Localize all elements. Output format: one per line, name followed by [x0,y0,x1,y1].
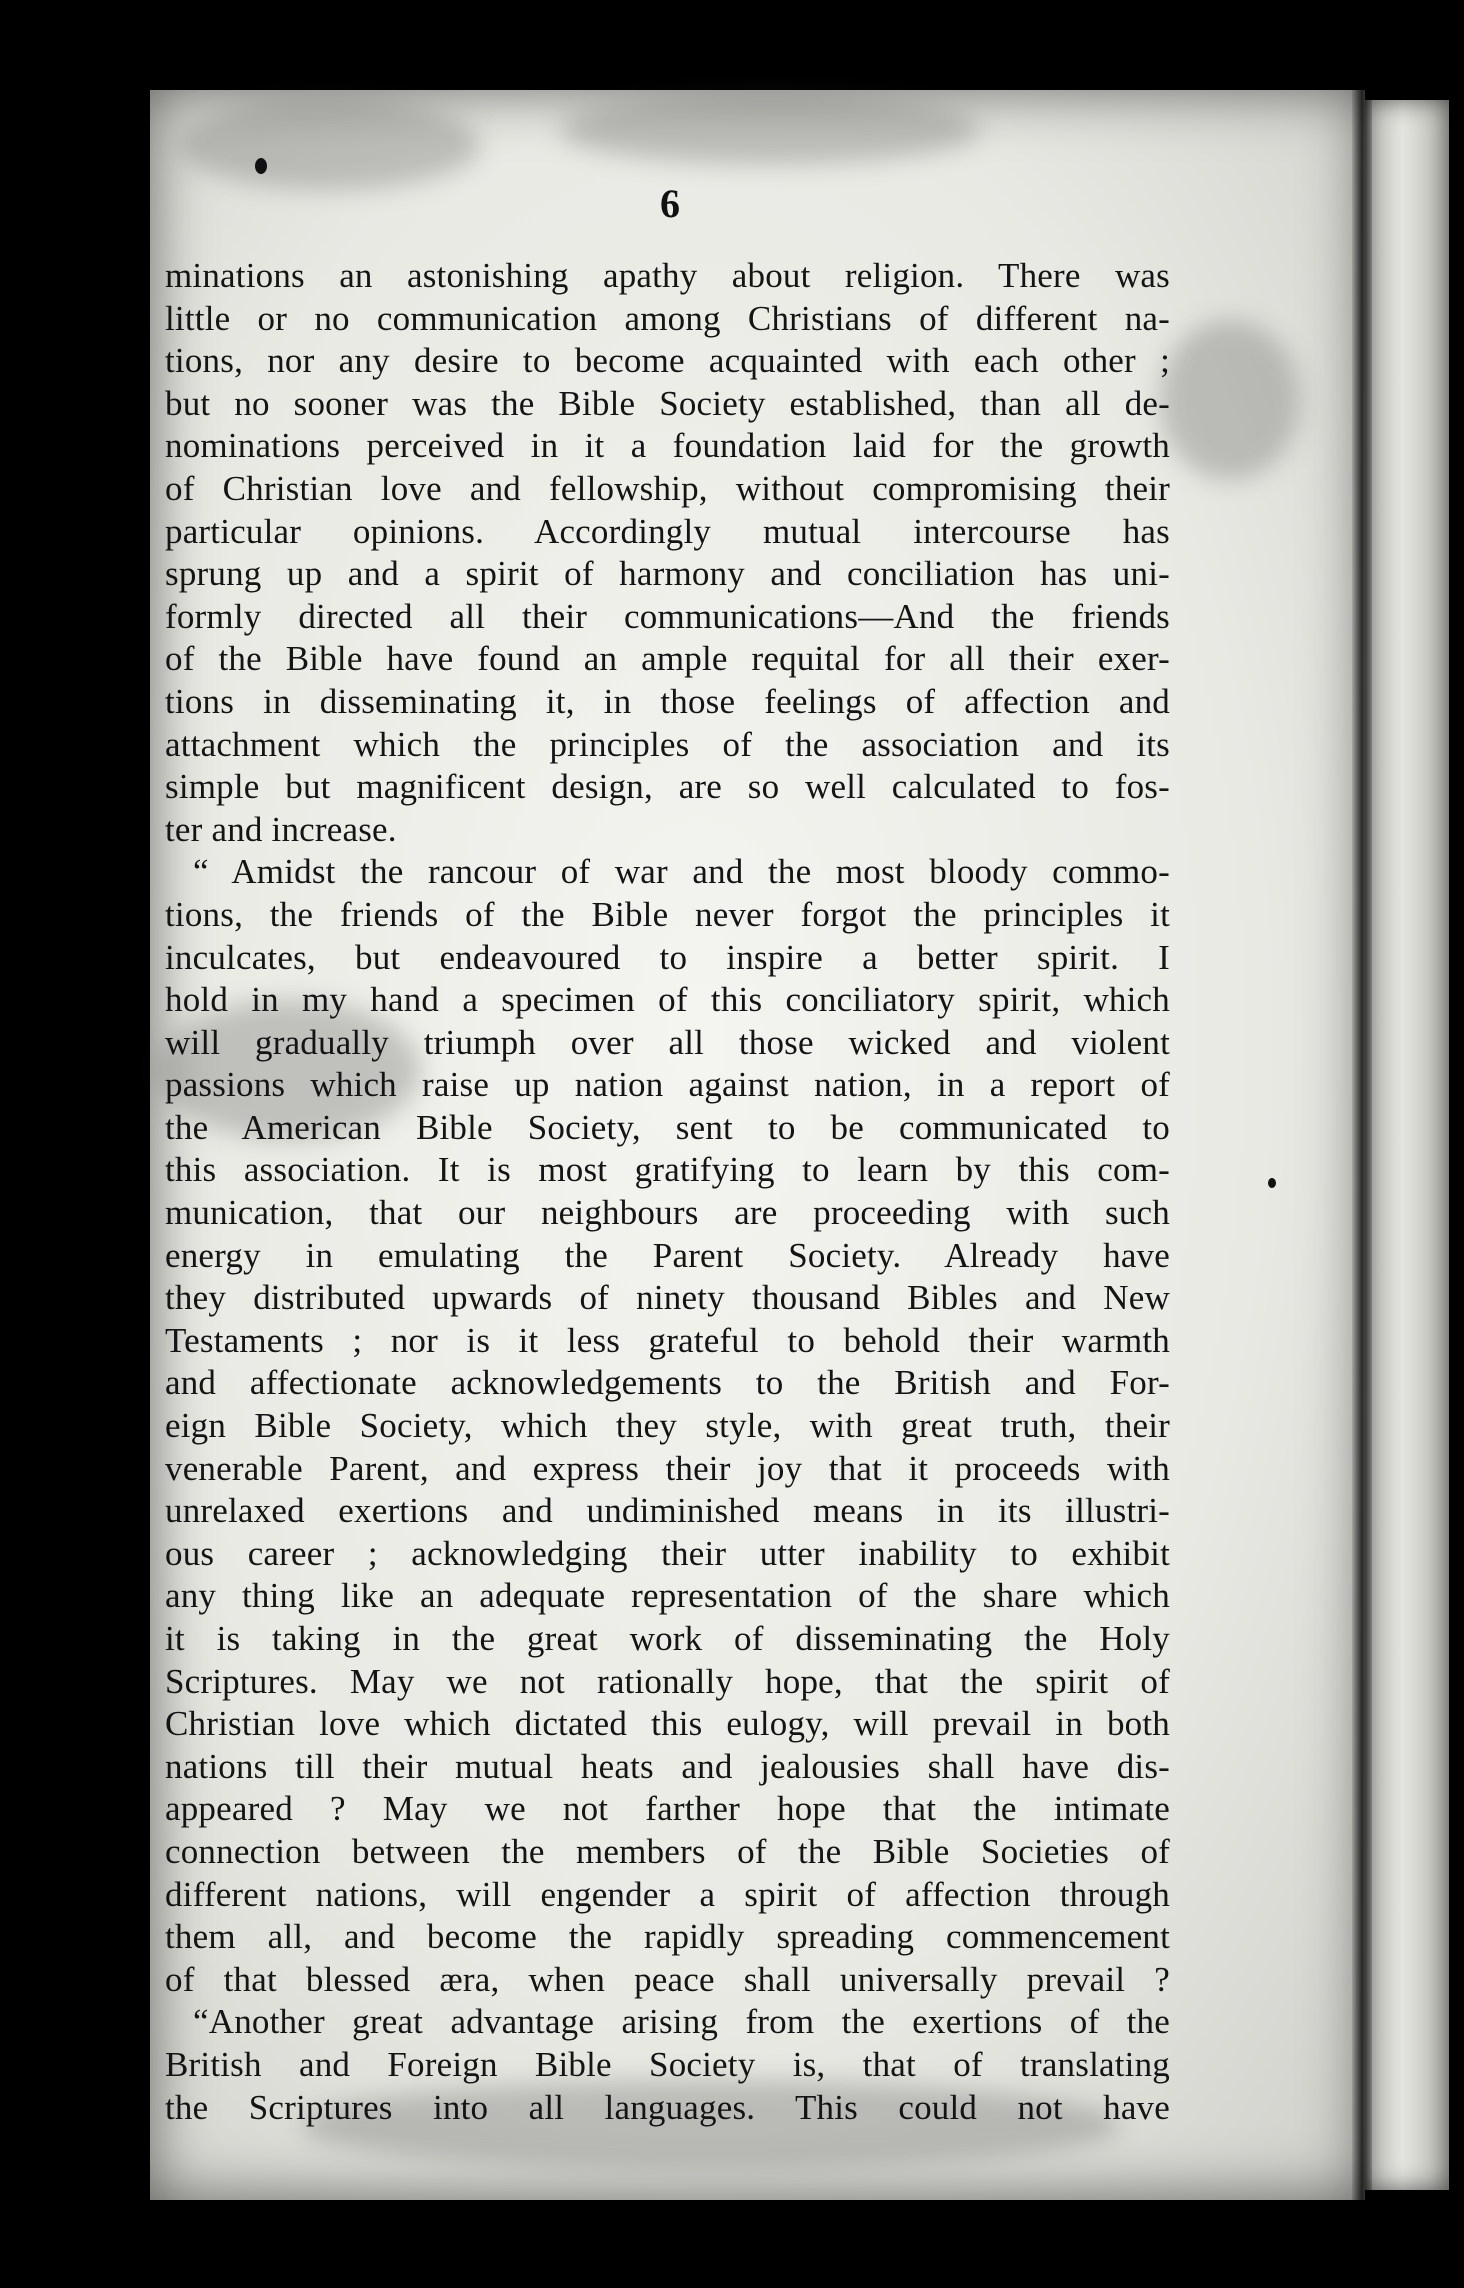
text-line: ous career ; acknowledging their utter inability to exhibit [165,1533,1170,1573]
ink-dot [255,158,267,174]
text-line: the Scriptures into all languages. This could not have [165,2087,1170,2127]
text-line: of Christian love and fellowship, without compromising their [165,468,1170,508]
text-line: British and Foreign Bible Society is, that of translating [165,2044,1170,2084]
text-line: Testaments ; nor is it less grateful to behold their warmth [165,1320,1170,1360]
text-line: energy in emulating the Parent Society. Already have [165,1235,1170,1275]
text-line: it is taking in the great work of disseminating the Holy [165,1619,1170,1658]
text-line: formly directed all their communications—And the friends [165,596,1170,636]
text-line: different nations, will engender a spirit of affection through [165,1874,1170,1914]
facing-page-edge [1365,100,1449,2190]
text-line: any thing like an adequate representation of the share which [165,1576,1170,1616]
text-line: “Another great advantage arising from the exertions of the [193,2002,1170,2042]
text-line: they distributed upwards of ninety thousand Bibles and New [165,1278,1170,1318]
stain-smudge [1160,320,1300,480]
text-line: will gradually triumph over all those wicked and violent [165,1022,1170,1062]
text-line: Scriptures. May we not rationally hope, that the spirit of [165,1661,1170,1701]
text-line: this association. It is most gratifying to learn by this com- [165,1150,1170,1190]
text-line: but no sooner was the Bible Society established, than all de- [165,383,1170,423]
text-line: the American Bible Society, sent to be communicated to [165,1107,1170,1147]
text-line: attachment which the principles of the association and its [165,724,1170,764]
text-line: passions which raise up nation against nation, in a report of [165,1065,1170,1105]
text-line: tions, the friends of the Bible never forgot the principles it [165,894,1170,934]
text-line: “ Amidst the rancour of war and the most bloody commo- [193,852,1170,892]
text-line: appeared ? May we not farther hope that the intimate [165,1789,1170,1829]
text-line: munication, that our neighbours are proceeding with such [165,1193,1170,1233]
text-line: tions, nor any desire to become acquainted with each other ; [165,341,1170,381]
binding-gutter [1352,90,1372,2200]
text-line: inculcates, but endeavoured to inspire a better spirit. I [165,937,1170,977]
ink-dot [1268,1178,1276,1188]
text-line: little or no communication among Christians of different na- [165,298,1170,338]
text-line: minations an astonishing apathy about religion. There was [165,256,1170,295]
text-line: ter and increase. [165,809,397,849]
text-line: eign Bible Society, which they style, with great truth, their [165,1406,1170,1446]
text-line: tions in disseminating it, in those feelings of affection and [165,681,1170,721]
text-line: particular opinions. Accordingly mutual intercourse has [165,511,1170,551]
page-number: 6 [660,181,680,226]
stain-smudge [560,95,980,165]
text-line: of the Bible have found an ample requital for all their exer- [165,639,1170,679]
text-line: unrelaxed exertions and undiminished means in its illustri- [165,1491,1170,1531]
stain-smudge [180,100,480,190]
text-line: Christian love which dictated this eulogy, will prevail in both [165,1704,1170,1744]
text-line: nominations perceived in it a foundation laid for the growth [165,426,1170,466]
text-line: connection between the members of the Bible Societies of [165,1831,1170,1871]
text-line: sprung up and a spirit of harmony and conciliation has uni- [165,554,1170,594]
text-line: hold in my hand a specimen of this conciliatory spirit, which [165,980,1170,1020]
body-text [165,255,1170,2129]
text-line: simple but magnificent design, are so well calculated to fos- [165,767,1170,807]
text-line: of that blessed æra, when peace shall universally prevail ? [165,1959,1170,1999]
text-line: them all, and become the rapidly spreading commencement [165,1917,1170,1957]
text-line: venerable Parent, and express their joy that it proceeds with [165,1448,1170,1488]
text-line: and affectionate acknowledgements to the British and For- [165,1363,1170,1403]
text-line: nations till their mutual heats and jealousies shall have dis- [165,1746,1170,1786]
